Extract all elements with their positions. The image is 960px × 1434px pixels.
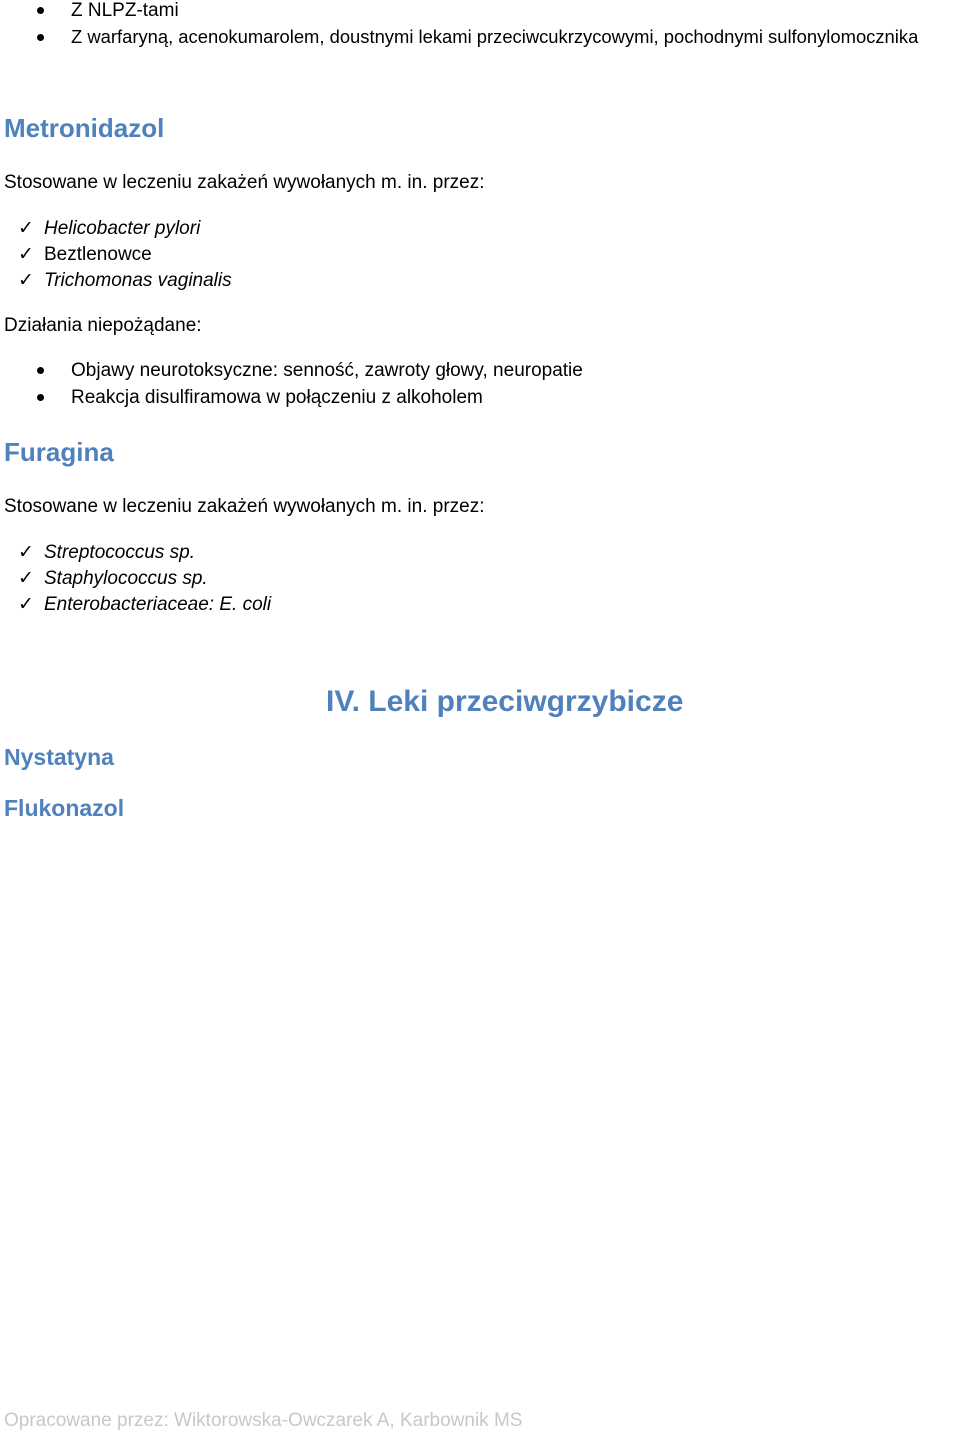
list-item: Streptococcus sp. <box>44 542 196 563</box>
list-item: Helicobacter pylori <box>44 218 201 239</box>
side-effects-label: Działania niepożądane: <box>4 315 202 336</box>
organism-family: Enterobacteriaceae <box>44 594 209 615</box>
list-item: Z NLPZ-tami <box>71 0 179 21</box>
checkmark-icon: ✓ <box>18 243 34 265</box>
list-item: Trichomonas vaginalis <box>44 270 232 291</box>
bullet-icon <box>37 34 44 41</box>
checkmark-icon: ✓ <box>18 593 34 615</box>
organism-species: : E. coli <box>208 594 272 615</box>
checkmark-icon: ✓ <box>18 269 34 291</box>
intro-text: Stosowane w leczeniu zakażeń wywołanych m. in. przez: <box>4 496 485 517</box>
checkmark-icon: ✓ <box>18 567 34 589</box>
section-heading-nystatyna: Nystatyna <box>4 744 114 770</box>
bullet-icon <box>37 367 44 374</box>
checkmark-icon: ✓ <box>18 541 34 563</box>
list-item: Reakcja disulfiramowa w połączeniu z alkoholem <box>71 387 483 408</box>
section-heading-metronidazol: Metronidazol <box>4 113 165 143</box>
list-item: Z warfaryną, acenokumarolem, doustnymi lekami przeciwcukrzycowymi, pochodnymi sulfonylomocznika <box>71 26 919 47</box>
section-heading-furagina: Furagina <box>4 437 114 467</box>
checkmark-icon: ✓ <box>18 217 34 239</box>
list-item: Staphylococcus sp. <box>44 568 208 589</box>
list-item: Objawy neurotoksyczne: senność, zawroty głowy, neuropatie <box>71 360 583 381</box>
list-item <box>44 594 271 616</box>
intro-text: Stosowane w leczeniu zakażeń wywołanych m. in. przez: <box>4 172 485 193</box>
chapter-title: IV. Leki przeciwgrzybicze <box>326 685 684 718</box>
bullet-icon <box>37 7 44 14</box>
bullet-icon <box>37 394 44 401</box>
section-heading-flukonazol: Flukonazol <box>4 795 125 821</box>
list-item: Beztlenowce <box>44 244 152 265</box>
page-footer: Opracowane przez: Wiktorowska-Owczarek A, Karbownik MS <box>4 1410 523 1431</box>
